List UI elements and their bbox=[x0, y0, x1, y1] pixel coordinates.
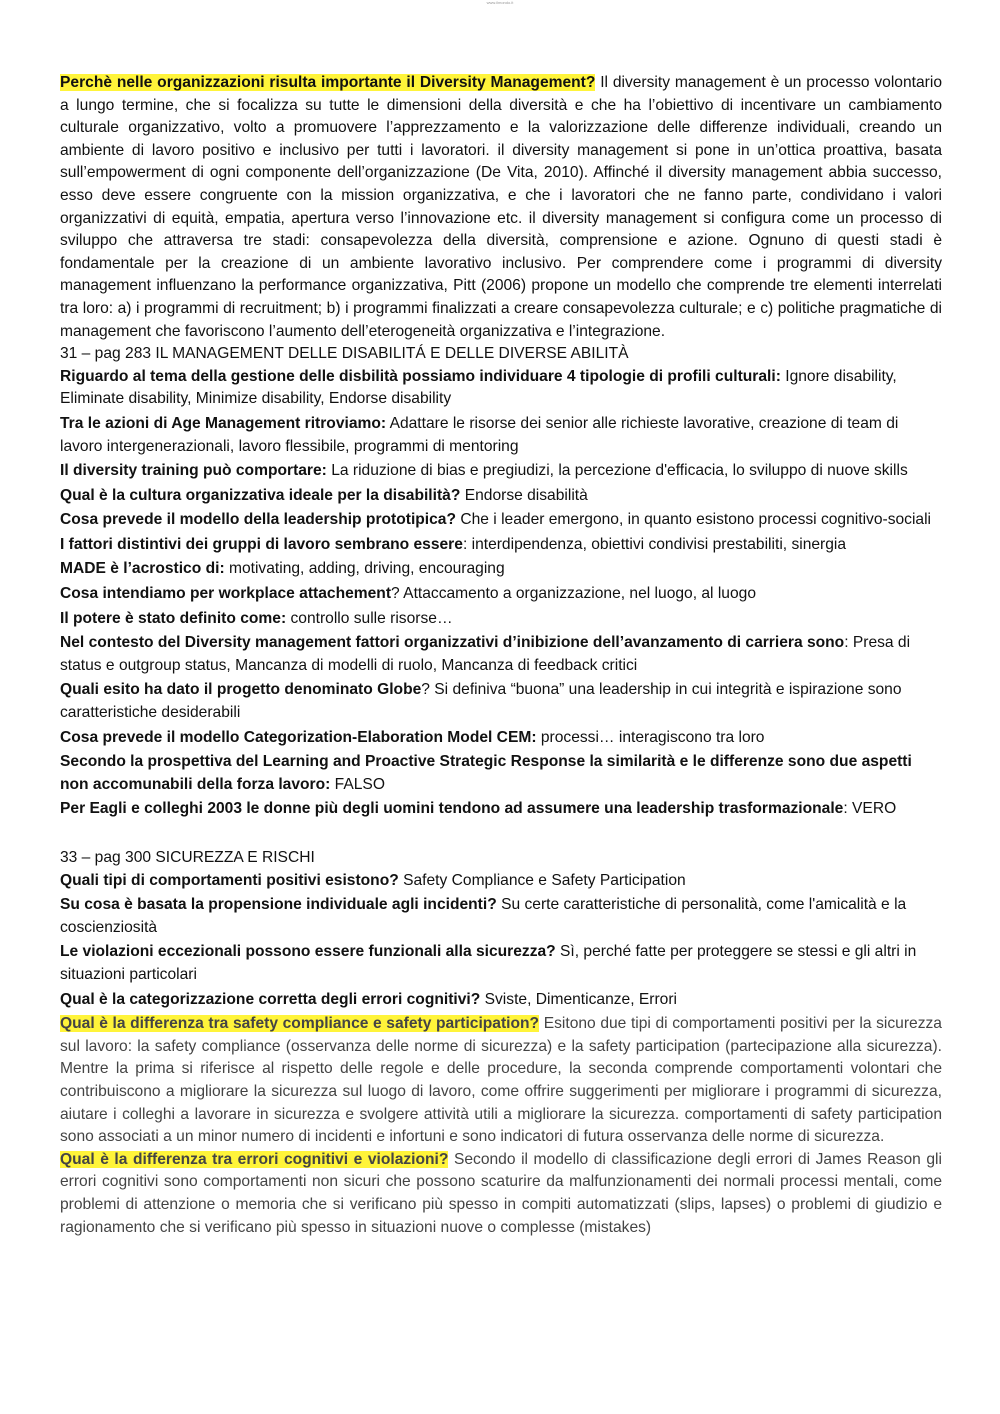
qa-question: Il diversity training può comportare: bbox=[60, 462, 327, 480]
qa-answer: Sviste, Dimenticanze, Errori bbox=[480, 990, 677, 1008]
qa-item bbox=[60, 608, 942, 631]
qa-answer: : Presa di status e outgroup status, Mancanza di modelli di ruolo, Mancanza di feedback critici bbox=[60, 634, 911, 674]
qa-item bbox=[60, 485, 942, 508]
qa-question: Cosa intendiamo per workplace attachement bbox=[60, 585, 392, 603]
document-body bbox=[60, 72, 942, 1239]
highlight-question-2: Qual è la differenza tra errori cognitivi e violazioni? bbox=[60, 1150, 449, 1168]
qa-item bbox=[60, 583, 942, 606]
qa-answer: : interdipendenza, obiettivi condivisi prestabiliti, sinergia bbox=[462, 535, 847, 553]
qa-question: I fattori distintivi dei gruppi di lavoro sembrano essere bbox=[60, 535, 463, 553]
qa-question: Quali tipi di comportamenti positivi esistono? bbox=[60, 871, 399, 889]
qa-answer: Che i leader emergono, in quanto esistono processi cognitivo-sociali bbox=[456, 511, 932, 529]
qa-item bbox=[60, 558, 942, 581]
qa-question: Per Eagli e colleghi 2003 le donne più degli uomini tendono ad assumere una leadership trasformazionale bbox=[60, 800, 844, 818]
qa-question: Secondo la prospettiva del Learning and Proactive Strategic Response la similarità e le differenze sono due aspetti non accomunabili della forza lavoro: bbox=[60, 753, 912, 793]
qa-question: Cosa prevede il modello della leadership prototipica? bbox=[60, 511, 457, 529]
qa-item bbox=[60, 366, 942, 411]
qa-question: Tra le azioni di Age Management ritroviamo: bbox=[60, 414, 387, 432]
qa-question: Nel contesto del Diversity management fattori organizzativi d’inibizione dell’avanzamento di carriera sono bbox=[60, 634, 845, 652]
qa-answer: La riduzione di bias e pregiudizi, la percezione d'efficacia, lo sviluppo di nuove skills bbox=[326, 462, 908, 480]
qa-answer: Endorse disabilità bbox=[460, 486, 588, 504]
qa-answer: controllo sulle risorse… bbox=[286, 609, 453, 627]
qa-answer: motivating, adding, driving, encouraging bbox=[224, 560, 505, 578]
qa-question: Il potere è stato definito come: bbox=[60, 609, 287, 627]
qa-answer: : VERO bbox=[843, 800, 897, 818]
qa-item bbox=[60, 534, 942, 557]
qa-answer: ? Si definiva “buona” una leadership in cui integrità e ispirazione sono caratteristiche desiderabili bbox=[60, 681, 902, 722]
qa-answer: Adattare le risorse dei senior alle richieste lavorative, creazione di team di lavoro intergenerazionali, lavoro flessibile, programmi di mentoring bbox=[60, 414, 899, 455]
qa-answer: ? Attaccamento a organizzazione, nel luogo, al luogo bbox=[391, 585, 756, 603]
highlight-paragraph-1 bbox=[60, 1013, 942, 1149]
highlight-answer-2: Secondo il modello di classificazione degli errori di James Reason gli errori cognitivi sono comportamenti non sicuri che possono scaturire da malfunzionamenti dei normali processi mentali, come problemi di attenzione o memoria che si verificano più spesso in compiti automatizzati (slips, lapses) o problemi di giudizio e ragionamento che si verificano più spesso in situazioni nuove o complesse (mistakes) bbox=[60, 1150, 942, 1236]
qa-item bbox=[60, 989, 942, 1012]
section-spacer bbox=[60, 823, 942, 847]
qa-item bbox=[60, 751, 942, 796]
qa-item bbox=[60, 509, 942, 532]
qa-question: Qual è la cultura organizzativa ideale per la disabilità? bbox=[60, 486, 461, 504]
qa-item bbox=[60, 798, 942, 821]
qa-answer: Sì, perché fatte per proteggere se stessi e gli altri in situazioni particolari bbox=[60, 943, 917, 983]
qa-answer: Safety Compliance e Safety Participation bbox=[398, 871, 686, 889]
highlight-answer-1: Esitono due tipi di comportamenti positivi per la sicurezza sul lavoro: la safety compliance (osservanza delle norme di sicurezza) e la safety participation (partecipazione alla sicurezza). Mentre la prima si riferisce al rispetto delle regole e delle procedure, la seconda comprende comportamenti volontari che contribuiscono a migliorare la sicurezza sul luogo di lavoro, come offrire suggerimenti per migliorare i programmi di sicurezza, aiutare i colleghi a lavorare in sicurezza e svolgere attività utili a migliorare la sicurezza. comportamenti di safety participation sono associati a un minor numero di incidenti e infortuni e sono indicatori di futura osservanza delle norme di sicurezza. bbox=[60, 1015, 942, 1146]
intro-answer: Il diversity management è un processo volontario a lungo termine, che si focalizza su tutte le dimensioni della diversità e che ha l’obiettivo di incentivare un cambiamento culturale organizzativo, volto a promuovere l’apprezzamento e la valorizzazione delle differenze individuali, creando un ambiente di lavoro positivo e inclusivo per tutti i lavoratori. il diversity management si pone in un’ottica proattiva, basata sull’empowerment di ogni componente dell’organizzazione (De Vita, 2010). Affinché il diversity management abbia successo, esso deve essere congruente con la mission organizzativa, e che i lavoratori che ne fanno parte, condividano i valori organizzativi di equità, empatia, apertura verso l’innovazione etc. il diversity management si configura come un processo di sviluppo che attraversa tre stadi: consapevolezza della diversità, comprensione e azione. Ognuno di questi stadi è fondamentale per la creazione di un ambiente lavorativo inclusivo. Per comprendere come i programmi di diversity management influenzano la performance organizzativa, Pitt (2006) propone un modello che comprende tre elementi interrelati tra loro: a) i programmi di recruitment; b) i programmi finalizzati a creare consapevolezza culturale; e c) politiche pragmatiche di management che favoriscono l’aumento dell’eterogeneità organizzativa e l’integrazione. bbox=[60, 74, 942, 340]
qa-question: MADE è l’acrostico di: bbox=[60, 560, 225, 578]
qa-item bbox=[60, 870, 942, 893]
page-header-mark: www.ilmondo.it bbox=[486, 0, 514, 5]
qa-question: Quali esito ha dato il progetto denominato Globe bbox=[60, 681, 422, 699]
section-33-list bbox=[60, 870, 942, 1240]
section-31-list bbox=[60, 366, 942, 821]
qa-answer: Ignore disability, Eliminate disability, Minimize disability, Endorse disability bbox=[60, 367, 897, 408]
qa-item bbox=[60, 413, 942, 458]
highlight-question-1: Qual è la differenza tra safety compliance e safety participation? bbox=[60, 1015, 540, 1033]
intro-question: Perchè nelle organizzazioni risulta importante il Diversity Management? bbox=[60, 74, 596, 91]
intro-paragraph bbox=[60, 72, 942, 343]
section-31-title: 31 – pag 283 IL MANAGEMENT DELLE DISABILITÁ E DELLE DIVERSE ABILITÀ bbox=[60, 345, 629, 363]
qa-item bbox=[60, 632, 942, 677]
highlight-paragraph-2 bbox=[60, 1149, 942, 1239]
qa-answer: processi… interagiscono tra loro bbox=[536, 728, 765, 746]
qa-answer: FALSO bbox=[330, 775, 385, 793]
qa-item bbox=[60, 727, 942, 750]
qa-answer: Su certe caratteristiche di personalità, come l'amicalità e la coscienziosità bbox=[60, 896, 907, 936]
qa-item bbox=[60, 460, 942, 483]
qa-question: Riguardo al tema della gestione delle disbilità possiamo individuare 4 tipologie di profili culturali: bbox=[60, 367, 781, 385]
qa-question: Qual è la categorizzazione corretta degli errori cognitivi? bbox=[60, 990, 481, 1008]
qa-item bbox=[60, 941, 942, 986]
qa-question: Cosa prevede il modello Categorization-Elaboration Model CEM: bbox=[60, 728, 537, 746]
qa-question: Le violazioni eccezionali possono essere funzionali alla sicurezza? bbox=[60, 943, 556, 961]
qa-item bbox=[60, 894, 942, 939]
qa-item bbox=[60, 679, 942, 724]
qa-question: Su cosa è basata la propensione individuale agli incidenti? bbox=[60, 896, 497, 914]
section-33-title: 33 – pag 300 SICUREZZA E RISCHI bbox=[60, 849, 315, 866]
